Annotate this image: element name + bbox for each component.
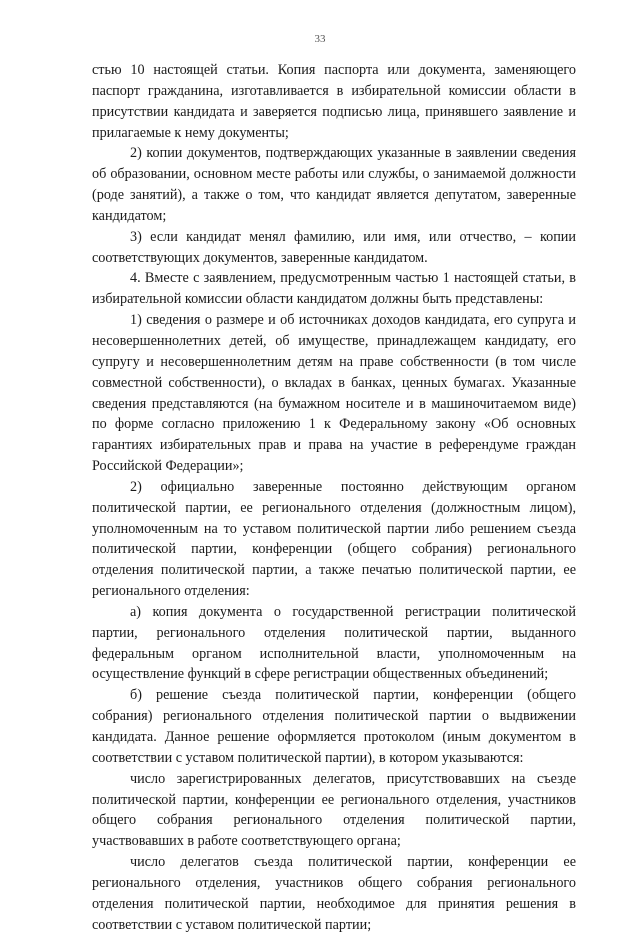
- paragraph-9: число зарегистрированных делегатов, присутствовавших на съезде политической партии, конференции ее регионального отделения, участников общего собрания регионального отделения политической партии, участвовавших в работе соответствующего органа;: [92, 770, 576, 850]
- paragraph-2: 2) копии документов, подтверждающих указанные в заявлении сведения об образовании, основном месте работы или службы, о занимаемой должности (роде занятий), а также о том, что кандидат является депутатом, заверенные кандидатом;: [92, 145, 576, 224]
- paragraph-7: а) копия документа о государственной регистрации политической партии, регионального отделения политической партии, выданного федеральным органом исполнительной власти, уполномоченным на осуществление функций в сфере регистрации общественных объединений;: [92, 603, 576, 683]
- document-body: [92, 60, 576, 935]
- paragraph-5: 1) сведения о размере и об источниках доходов кандидата, его супруга и несовершеннолетних детей, об имуществе, принадлежащем кандидату, его супругу и несовершеннолетним детям на праве собственности (в том числе совместной собственности), о вкладах в банках, ценных бумагах. Указанные сведения представляются (на бумажном носителе и в машиночитаемом виде) по форме согласно приложению 1 к Федеральному закону «Об основных гарантиях избирательных прав и права на участие в референдуме граждан Российской Федерации»;: [92, 312, 576, 475]
- paragraph-1: стью 10 настоящей статьи. Копия паспорта или документа, заменяющего паспорт гражданина, изготавливается в избирательной комиссии области в присутствии кандидата и заверяется подписью лица, принявшего заявление и прилагаемые к нему документы;: [92, 62, 576, 141]
- page-number: 33: [314, 33, 326, 45]
- paragraph-10: число делегатов съезда политической партии, конференции ее регионального отделения, участников общего собрания регионального отделения политической партии, необходимое для принятия решения в соответствии с уставом политической партии;: [92, 854, 576, 933]
- paragraph-4: 4. Вместе с заявлением, предусмотренным частью 1 настоящей статьи, в избирательной комиссии области кандидатом должны быть представлены:: [92, 270, 576, 308]
- paragraph-6: 2) официально заверенные постоянно действующим органом политической партии, ее регионального отделения (должностным лицом), уполномоченным на то уставом политической партии либо решением съезда политической партии, конференции (общего собрания) регионального отделения политической партии, а также печатью политической партии, ее регионального отделения:: [92, 478, 576, 600]
- paragraph-8: б) решение съезда политической партии, конференции (общего собрания) регионального отделения политической партии о выдвижении кандидата. Данное решение оформляется протоколом (иным документом в соответствии с уставом политической партии), в котором указываются:: [92, 687, 576, 766]
- paragraph-3: 3) если кандидат менял фамилию, или имя, или отчество, – копии соответствующих документов, заверенные кандидатом.: [92, 228, 576, 266]
